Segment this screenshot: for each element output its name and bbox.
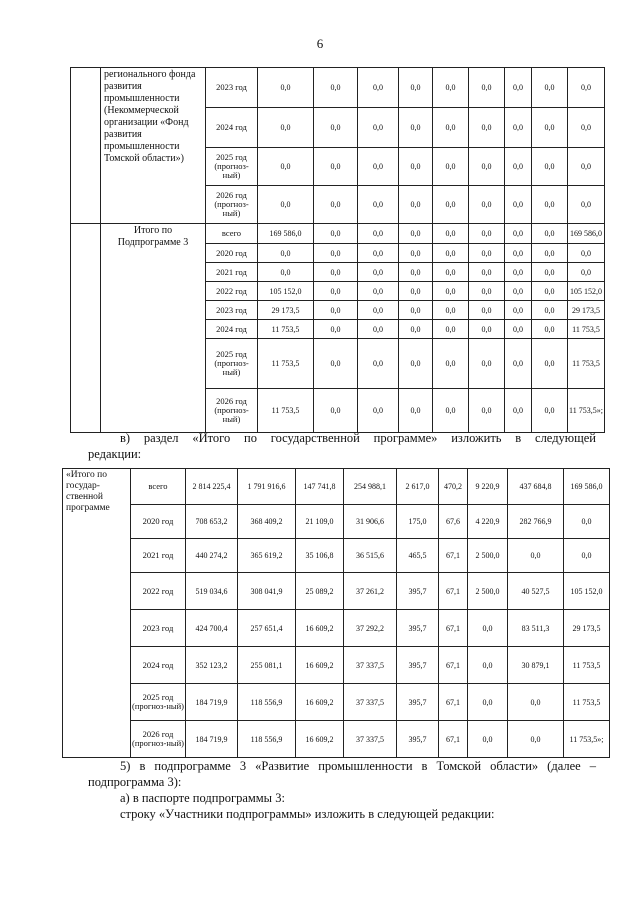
value-cell: 0,0 xyxy=(258,148,314,186)
value-cell: 255 081,1 xyxy=(238,647,296,684)
value-cell: 37 337,5 xyxy=(344,721,397,758)
value-cell: 308 041,9 xyxy=(238,573,296,610)
year-cell: 2026 год (прогноз-ный) xyxy=(206,186,258,224)
value-cell: 0,0 xyxy=(358,320,399,339)
value-cell: 0,0 xyxy=(258,244,314,263)
row-label: Итого по Подпрограмме 3 xyxy=(101,224,206,433)
value-cell: 0,0 xyxy=(314,68,358,108)
value-cell: 169 586,0 xyxy=(564,469,610,505)
value-cell: 0,0 xyxy=(314,224,358,244)
value-cell: 0,0 xyxy=(358,68,399,108)
value-cell: 25 089,2 xyxy=(296,573,344,610)
year-cell: 2022 год xyxy=(206,282,258,301)
value-cell: 0,0 xyxy=(399,108,433,148)
value-cell: 37 337,5 xyxy=(344,647,397,684)
value-cell: 0,0 xyxy=(314,339,358,389)
table-row xyxy=(63,647,610,684)
value-cell: 0,0 xyxy=(399,263,433,282)
value-cell: 0,0 xyxy=(508,721,564,758)
value-cell: 0,0 xyxy=(568,68,605,108)
value-cell: 0,0 xyxy=(399,282,433,301)
value-cell: 0,0 xyxy=(468,721,508,758)
value-cell: 0,0 xyxy=(314,108,358,148)
value-cell: 16 609,2 xyxy=(296,721,344,758)
value-cell: 0,0 xyxy=(358,389,399,433)
year-cell: 2023 год xyxy=(131,610,186,647)
value-cell: 0,0 xyxy=(358,148,399,186)
value-cell: 37 292,2 xyxy=(344,610,397,647)
value-cell: 0,0 xyxy=(468,610,508,647)
value-cell: 67,1 xyxy=(439,647,468,684)
table-row xyxy=(63,721,610,758)
value-cell: 0,0 xyxy=(505,148,532,186)
year-cell: 2020 год xyxy=(206,244,258,263)
value-cell: 0,0 xyxy=(258,263,314,282)
value-cell: 0,0 xyxy=(433,389,469,433)
table-row xyxy=(71,68,605,108)
year-cell: всего xyxy=(206,224,258,244)
value-cell: 395,7 xyxy=(397,684,439,721)
value-cell: 0,0 xyxy=(505,263,532,282)
empty-cell xyxy=(71,68,101,224)
value-cell: 0,0 xyxy=(469,339,505,389)
row-label: «Итого по государ-ственной программе xyxy=(63,469,131,758)
value-cell: 0,0 xyxy=(399,224,433,244)
value-cell: 0,0 xyxy=(399,186,433,224)
value-cell: 0,0 xyxy=(505,108,532,148)
value-cell: 0,0 xyxy=(532,282,568,301)
value-cell: 0,0 xyxy=(433,339,469,389)
empty-cell xyxy=(71,224,101,433)
value-cell: 0,0 xyxy=(568,186,605,224)
value-cell: 519 034,6 xyxy=(186,573,238,610)
value-cell: 105 152,0 xyxy=(564,573,610,610)
value-cell: 352 123,2 xyxy=(186,647,238,684)
value-cell: 0,0 xyxy=(433,108,469,148)
value-cell: 0,0 xyxy=(358,186,399,224)
value-cell: 37 261,2 xyxy=(344,573,397,610)
value-cell: 0,0 xyxy=(433,282,469,301)
value-cell: 0,0 xyxy=(258,108,314,148)
value-cell: 0,0 xyxy=(314,301,358,320)
value-cell: 11 753,5 xyxy=(568,320,605,339)
value-cell: 0,0 xyxy=(505,186,532,224)
value-cell: 0,0 xyxy=(314,263,358,282)
value-cell: 0,0 xyxy=(469,282,505,301)
value-cell: 11 753,5 xyxy=(568,339,605,389)
value-cell: 0,0 xyxy=(358,301,399,320)
value-cell: 257 651,4 xyxy=(238,610,296,647)
value-cell: 0,0 xyxy=(358,224,399,244)
value-cell: 0,0 xyxy=(314,244,358,263)
value-cell: 0,0 xyxy=(568,263,605,282)
value-cell: 169 586,0 xyxy=(568,224,605,244)
value-cell: 470,2 xyxy=(439,469,468,505)
value-cell: 0,0 xyxy=(469,320,505,339)
value-cell: 11 753,5 xyxy=(564,684,610,721)
value-cell: 0,0 xyxy=(469,224,505,244)
value-cell: 0,0 xyxy=(433,301,469,320)
value-cell: 395,7 xyxy=(397,573,439,610)
paragraph-section-total: в) раздел «Итого по государственной программе» изложить в следующей xyxy=(120,431,596,445)
value-cell: 67,1 xyxy=(439,721,468,758)
value-cell: 175,0 xyxy=(397,505,439,539)
value-cell: 254 988,1 xyxy=(344,469,397,505)
value-cell: 0,0 xyxy=(505,224,532,244)
table-row xyxy=(63,684,610,721)
year-cell: 2025 год (прогноз-ный) xyxy=(131,684,186,721)
table-row xyxy=(63,610,610,647)
value-cell: 31 906,6 xyxy=(344,505,397,539)
value-cell: 0,0 xyxy=(568,244,605,263)
value-cell: 0,0 xyxy=(532,108,568,148)
value-cell: 0,0 xyxy=(508,684,564,721)
value-cell: 11 753,5 xyxy=(258,389,314,433)
paragraph-subprogram-3-cont: подпрограмма 3): xyxy=(88,775,182,789)
value-cell: 440 274,2 xyxy=(186,539,238,573)
value-cell: 16 609,2 xyxy=(296,647,344,684)
year-cell: 2026 год (прогноз-ный) xyxy=(131,721,186,758)
value-cell: 105 152,0 xyxy=(258,282,314,301)
value-cell: 0,0 xyxy=(258,68,314,108)
value-cell: 437 684,8 xyxy=(508,469,564,505)
value-cell: 0,0 xyxy=(433,263,469,282)
value-cell: 0,0 xyxy=(469,244,505,263)
value-cell: 118 556,9 xyxy=(238,684,296,721)
value-cell: 2 617,0 xyxy=(397,469,439,505)
value-cell: 29 173,5 xyxy=(564,610,610,647)
value-cell: 0,0 xyxy=(399,301,433,320)
value-cell: 395,7 xyxy=(397,610,439,647)
value-cell: 0,0 xyxy=(469,68,505,108)
value-cell: 424 700,4 xyxy=(186,610,238,647)
value-cell: 0,0 xyxy=(532,263,568,282)
value-cell: 365 619,2 xyxy=(238,539,296,573)
value-cell: 0,0 xyxy=(314,389,358,433)
value-cell: 0,0 xyxy=(505,282,532,301)
value-cell: 29 173,5 xyxy=(568,301,605,320)
value-cell: 2 500,0 xyxy=(468,539,508,573)
value-cell: 395,7 xyxy=(397,647,439,684)
year-cell: 2020 год xyxy=(131,505,186,539)
value-cell: 0,0 xyxy=(532,320,568,339)
table-row xyxy=(63,539,610,573)
value-cell: 0,0 xyxy=(258,186,314,224)
value-cell: 0,0 xyxy=(568,108,605,148)
value-cell: 0,0 xyxy=(433,68,469,108)
value-cell: 36 515,6 xyxy=(344,539,397,573)
value-cell: 67,1 xyxy=(439,539,468,573)
value-cell: 0,0 xyxy=(433,224,469,244)
value-cell: 0,0 xyxy=(399,389,433,433)
year-cell: 2025 год (прогноз-ный) xyxy=(206,339,258,389)
value-cell: 40 527,5 xyxy=(508,573,564,610)
value-cell: 0,0 xyxy=(505,320,532,339)
state-program-total-table xyxy=(62,468,610,758)
value-cell: 0,0 xyxy=(564,539,610,573)
value-cell: 184 719,9 xyxy=(186,721,238,758)
value-cell: 67,6 xyxy=(439,505,468,539)
value-cell: 0,0 xyxy=(314,282,358,301)
value-cell: 0,0 xyxy=(532,339,568,389)
value-cell: 0,0 xyxy=(469,389,505,433)
value-cell: 1 791 916,6 xyxy=(238,469,296,505)
value-cell: 4 220,9 xyxy=(468,505,508,539)
value-cell: 0,0 xyxy=(564,505,610,539)
year-cell: 2023 год xyxy=(206,301,258,320)
value-cell: 2 500,0 xyxy=(468,573,508,610)
value-cell: 11 753,5»; xyxy=(564,721,610,758)
value-cell: 0,0 xyxy=(532,148,568,186)
value-cell: 0,0 xyxy=(468,684,508,721)
year-cell: 2021 год xyxy=(206,263,258,282)
row-label: регионального фонда развития промышленности (Некоммерческой организации «Фонд развития промышленности Томской области») xyxy=(101,68,206,224)
value-cell: 0,0 xyxy=(358,108,399,148)
value-cell: 67,1 xyxy=(439,610,468,647)
value-cell: 0,0 xyxy=(314,320,358,339)
year-cell: 2024 год xyxy=(131,647,186,684)
year-cell: 2025 год (прогноз-ный) xyxy=(206,148,258,186)
value-cell: 83 511,3 xyxy=(508,610,564,647)
year-cell: 2024 год xyxy=(206,108,258,148)
value-cell: 118 556,9 xyxy=(238,721,296,758)
value-cell: 0,0 xyxy=(469,301,505,320)
value-cell: 0,0 xyxy=(399,320,433,339)
value-cell: 37 337,5 xyxy=(344,684,397,721)
value-cell: 0,0 xyxy=(399,339,433,389)
year-cell: 2024 год xyxy=(206,320,258,339)
value-cell: 0,0 xyxy=(469,108,505,148)
value-cell: 0,0 xyxy=(399,244,433,263)
value-cell: 0,0 xyxy=(532,301,568,320)
value-cell: 169 586,0 xyxy=(258,224,314,244)
value-cell: 67,1 xyxy=(439,573,468,610)
paragraph-section-total-cont: редакции: xyxy=(88,447,142,461)
subprogram-3-table xyxy=(70,67,605,433)
value-cell: 29 173,5 xyxy=(258,301,314,320)
value-cell: 0,0 xyxy=(358,282,399,301)
value-cell: 0,0 xyxy=(532,186,568,224)
value-cell: 395,7 xyxy=(397,721,439,758)
value-cell: 0,0 xyxy=(399,148,433,186)
value-cell: 21 109,0 xyxy=(296,505,344,539)
value-cell: 0,0 xyxy=(568,148,605,186)
value-cell: 282 766,9 xyxy=(508,505,564,539)
value-cell: 0,0 xyxy=(532,389,568,433)
value-cell: 0,0 xyxy=(505,301,532,320)
value-cell: 0,0 xyxy=(358,244,399,263)
year-cell: 2023 год xyxy=(206,68,258,108)
value-cell: 0,0 xyxy=(532,68,568,108)
value-cell: 0,0 xyxy=(433,320,469,339)
value-cell: 67,1 xyxy=(439,684,468,721)
value-cell: 0,0 xyxy=(469,263,505,282)
year-cell: всего xyxy=(131,469,186,505)
value-cell: 0,0 xyxy=(505,68,532,108)
value-cell: 0,0 xyxy=(314,186,358,224)
year-cell: 2022 год xyxy=(131,573,186,610)
table-row xyxy=(63,469,610,505)
value-cell: 0,0 xyxy=(358,339,399,389)
value-cell: 0,0 xyxy=(469,186,505,224)
value-cell: 0,0 xyxy=(468,647,508,684)
value-cell: 465,5 xyxy=(397,539,439,573)
year-cell: 2021 год xyxy=(131,539,186,573)
table-row xyxy=(63,573,610,610)
page-number: 6 xyxy=(316,36,324,51)
table-row xyxy=(71,224,605,244)
value-cell: 0,0 xyxy=(469,148,505,186)
paragraph-passport: а) в паспорте подпрограммы 3: xyxy=(120,791,285,805)
value-cell: 16 609,2 xyxy=(296,684,344,721)
value-cell: 368 409,2 xyxy=(238,505,296,539)
value-cell: 0,0 xyxy=(508,539,564,573)
value-cell: 0,0 xyxy=(358,263,399,282)
value-cell: 0,0 xyxy=(433,244,469,263)
value-cell: 0,0 xyxy=(433,148,469,186)
value-cell: 0,0 xyxy=(433,186,469,224)
value-cell: 0,0 xyxy=(532,224,568,244)
value-cell: 708 653,2 xyxy=(186,505,238,539)
value-cell: 0,0 xyxy=(532,244,568,263)
value-cell: 35 106,8 xyxy=(296,539,344,573)
value-cell: 0,0 xyxy=(399,68,433,108)
value-cell: 2 814 225,4 xyxy=(186,469,238,505)
value-cell: 9 220,9 xyxy=(468,469,508,505)
value-cell: 0,0 xyxy=(505,244,532,263)
year-cell: 2026 год (прогноз-ный) xyxy=(206,389,258,433)
value-cell: 11 753,5 xyxy=(258,320,314,339)
value-cell: 11 753,5»; xyxy=(568,389,605,433)
value-cell: 184 719,9 xyxy=(186,684,238,721)
paragraph-participants: строку «Участники подпрограммы» изложить в следующей редакции: xyxy=(120,807,495,821)
value-cell: 11 753,5 xyxy=(258,339,314,389)
value-cell: 0,0 xyxy=(505,389,532,433)
paragraph-subprogram-3: 5) в подпрограмме 3 «Развитие промышленности в Томской области» (далее – xyxy=(120,759,596,773)
value-cell: 30 879,1 xyxy=(508,647,564,684)
value-cell: 11 753,5 xyxy=(564,647,610,684)
table-row xyxy=(63,505,610,539)
value-cell: 16 609,2 xyxy=(296,610,344,647)
value-cell: 0,0 xyxy=(314,148,358,186)
value-cell: 147 741,8 xyxy=(296,469,344,505)
value-cell: 105 152,0 xyxy=(568,282,605,301)
value-cell: 0,0 xyxy=(505,339,532,389)
